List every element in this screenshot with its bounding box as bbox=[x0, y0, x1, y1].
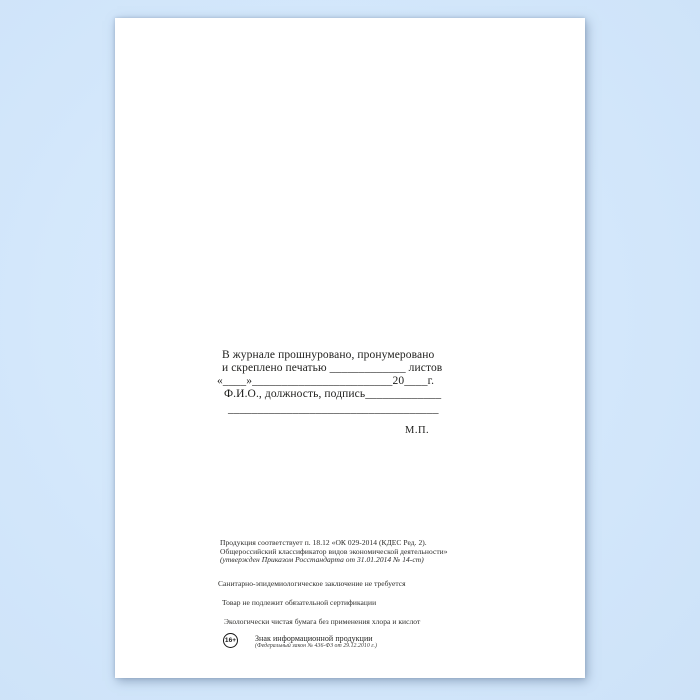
certification-note: Товар не подлежит обязательной сертификации bbox=[222, 597, 377, 607]
product-standard-line-1: Продукция соответствует п. 18.12 «ОК 029-2014 (КДЕС Ред. 2). bbox=[220, 538, 427, 547]
product-standard-line-2: Общероссийский классификатор видов экономической деятельности» bbox=[220, 546, 448, 556]
cert-line-4: Ф.И.О., должность, подпись_____________ bbox=[224, 388, 442, 400]
age-rating-text bbox=[255, 633, 377, 650]
cert-line-1: В журнале прошнуровано, пронумеровано bbox=[222, 349, 435, 361]
cert-line-2: и скреплено печатью _____________ листов bbox=[222, 362, 443, 374]
footer-notes-block bbox=[220, 539, 470, 650]
cert-signature-line: ____________________________________ bbox=[228, 403, 439, 415]
age-rating-row bbox=[223, 633, 470, 650]
cert-line-3: «____»________________________20____г. bbox=[217, 375, 435, 387]
journal-back-page bbox=[115, 18, 585, 678]
age-16-icon: 16+ bbox=[223, 633, 238, 648]
stamp-place-label: М.П. bbox=[405, 425, 430, 436]
eco-paper-note: Экологически чистая бумага без применения хлора и кислот bbox=[224, 616, 421, 626]
binding-certification-block bbox=[217, 349, 443, 416]
age-rating-law-reference: (Федеральный закон № 436-ФЗ от 29.12.2010 г.) bbox=[255, 642, 377, 649]
sanitary-note: Санитарно-эпидемиологическое заключение не требуется bbox=[218, 578, 406, 588]
age-rating-label: Знак информационной продукции bbox=[255, 633, 373, 643]
product-standard-line-3: (утвержден Приказом Росстандарта от 31.01.2014 № 14-ст) bbox=[220, 555, 424, 564]
